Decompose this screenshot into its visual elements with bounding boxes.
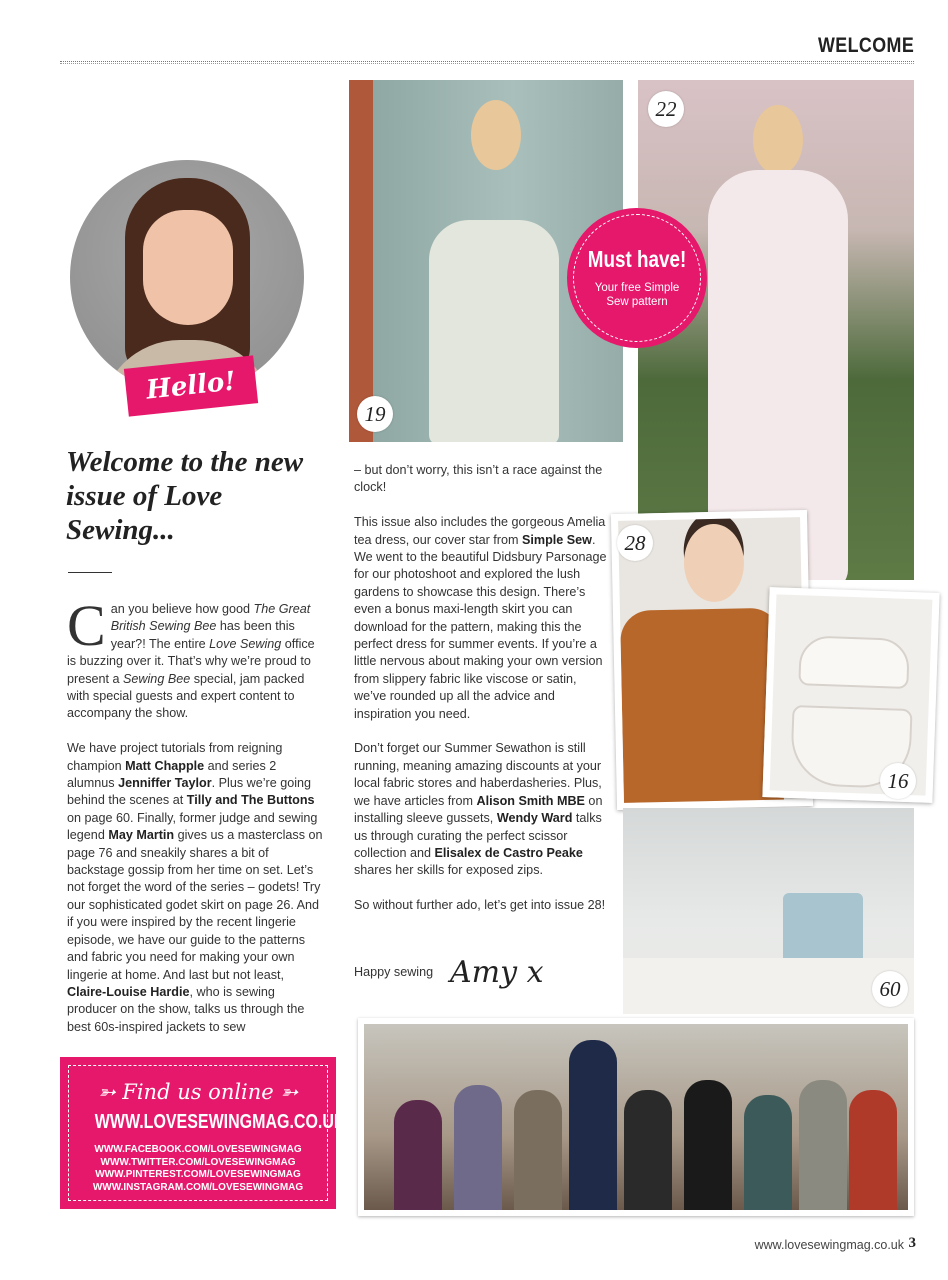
name-alison-smith: Alison Smith MBE [476,793,585,808]
social-links [69,1144,327,1194]
text-run: special, jam packed with special guests and expert content to accompany the show. [67,671,305,721]
roundel-ring [573,214,701,342]
text-italic: Love Sewing [209,636,282,651]
model-head [753,105,803,175]
page-badge-19: 19 [357,396,393,432]
text-italic: The Great British Sewing Bee [110,602,311,634]
must-have-subtitle: Your free Simple Sew pattern [594,282,680,308]
cast-member [569,1040,617,1210]
signoff-text: Happy sewing [354,965,434,979]
text-run: on page 60. Finally, former judge and sewing legend [67,810,318,843]
name-claire-louise-hardie: Claire-Louise Hardie [67,984,190,999]
find-us-border [68,1065,346,1201]
cast-member [454,1085,502,1210]
lingerie-bra [798,635,910,689]
name-tilly-buttons: Tilly and The Buttons [186,793,315,808]
text-run: on installing sleeve gussets, [354,793,603,826]
page-badge-28: 28 [617,525,653,561]
text-run: talks us through curating the perfect scissor collection and [354,811,602,860]
footer-url: www.lovesewingmag.co.uk [754,1238,904,1252]
model-head [471,100,521,170]
cast-member [394,1100,442,1210]
name-wendy-ward: Wendy Ward [496,811,573,826]
text-run: office is buzzing over it. That’s why we’re proud to present a [67,636,315,686]
continued-paragraph: – but don’t worry, this isn’t a race against the clock! [354,463,603,495]
welcome-heading: Welcome to the new issue of Love Sewing... [66,446,304,546]
website-link[interactable]: WWW.LOVESEWINGMAG.CO.UK [94,1111,346,1133]
text-run: an you believe how good [110,602,254,616]
text-run: gives us a masterclass on page 76 and sneakily shares a bit of backstage gossip from her time on set. Let’s not forget the word of the series – godets! Try our sophisticated godet skirt on page 26. And if you were inspired by the recent lingerie episode, we have our guide to the patterns and fabric you need for making your own lingerie at home. And last but not least, [67,828,323,982]
page-number: 3 [908,1235,916,1251]
drop-cap: C [67,593,106,658]
section-label: WELCOME [817,34,914,57]
column-left [67,593,323,1054]
pinterest-link[interactable]: WWW.PINTEREST.COM/LOVESEWINGMAG [95,1169,301,1181]
twitter-link[interactable]: WWW.TWITTER.COM/LOVESEWINGMAG [100,1156,296,1168]
heading-divider [68,572,112,573]
name-matt-chapple: Matt Chapple [125,758,205,773]
cast-member [744,1095,792,1210]
model-dress [429,220,559,442]
page-badge-22: 22 [648,91,684,127]
closing-paragraph: So without further ado, let’s get into issue 28! [354,898,606,913]
text-run: Don’t forget our Summer Sewathon is still running, meaning amazing discounts at your local fabric stores and haberdasheries. Plus, we have articles from [354,741,602,808]
tutorials-paragraph [67,740,323,1036]
header-divider [60,61,914,64]
signature: Amy x [450,955,544,990]
must-have-title: Must have! [587,246,687,272]
cast-member [799,1080,847,1210]
name-elisalex: Elisalex de Castro Peake [434,845,583,860]
sewathon-paragraph [354,740,609,879]
find-us-box [60,1057,346,1209]
cast-member [624,1090,672,1210]
text-run: . We went to the beautiful Didsbury Parsonage for our photoshoot and explored the lush gardens to showcase this design. There’s even a bonus maxi-length skirt you can download for the pattern, making this the perfect dress for summer events. If you’re a little nervous about making your own version from slippery fabric like viscose or satin, we’ve rounded up all the advice and inspiration you need. [354,532,607,721]
find-us-title-text: Find us online [122,1080,274,1104]
find-us-title: ➳ Find us online ➳ [97,1080,299,1104]
studio-table [623,958,914,1014]
text-run: and series 2 alumnus [67,758,277,791]
avatar-face [143,210,233,325]
text-run: . Plus we’re going behind the scenes at [67,776,312,808]
cast-member [849,1090,897,1210]
photo-sewing-studio [623,808,914,1014]
cast-member [514,1090,562,1210]
text-run: This issue also includes the gorgeous Amelia tea dress, our cover star from [354,515,606,547]
name-simple-sew: Simple Sew [521,532,592,547]
text-italic: Sewing Bee [123,671,191,686]
cover-paragraph [354,514,609,723]
text-run: has been this year?! The entire [110,619,295,651]
page-badge-16: 16 [880,763,916,799]
model-head [683,523,745,602]
photo-sewing-bee-cast [358,1018,914,1216]
editor-avatar [70,160,304,394]
text-run: We have project tutorials from reigning champion [67,741,283,773]
model-jacket [620,608,784,810]
column-middle [354,462,609,932]
name-may-martin: May Martin [108,828,175,843]
page-badge-60: 60 [872,971,908,1007]
text-run: shares her skills for exposed zips. [354,863,543,878]
instagram-link[interactable]: WWW.INSTAGRAM.COM/LOVESEWINGMAG [92,1181,304,1193]
intro-paragraph [67,593,323,723]
hello-tag: Hello! [124,355,258,416]
cast-member [684,1080,732,1210]
text-run: , who is sewing producer on the show, talks us through the best 60s-inspired jackets to sew [67,984,305,1034]
facebook-link[interactable]: WWW.FACEBOOK.COM/LOVESEWINGMAG [94,1144,302,1155]
must-have-roundel [567,208,707,348]
name-jenniffer-taylor: Jenniffer Taylor [118,776,212,791]
